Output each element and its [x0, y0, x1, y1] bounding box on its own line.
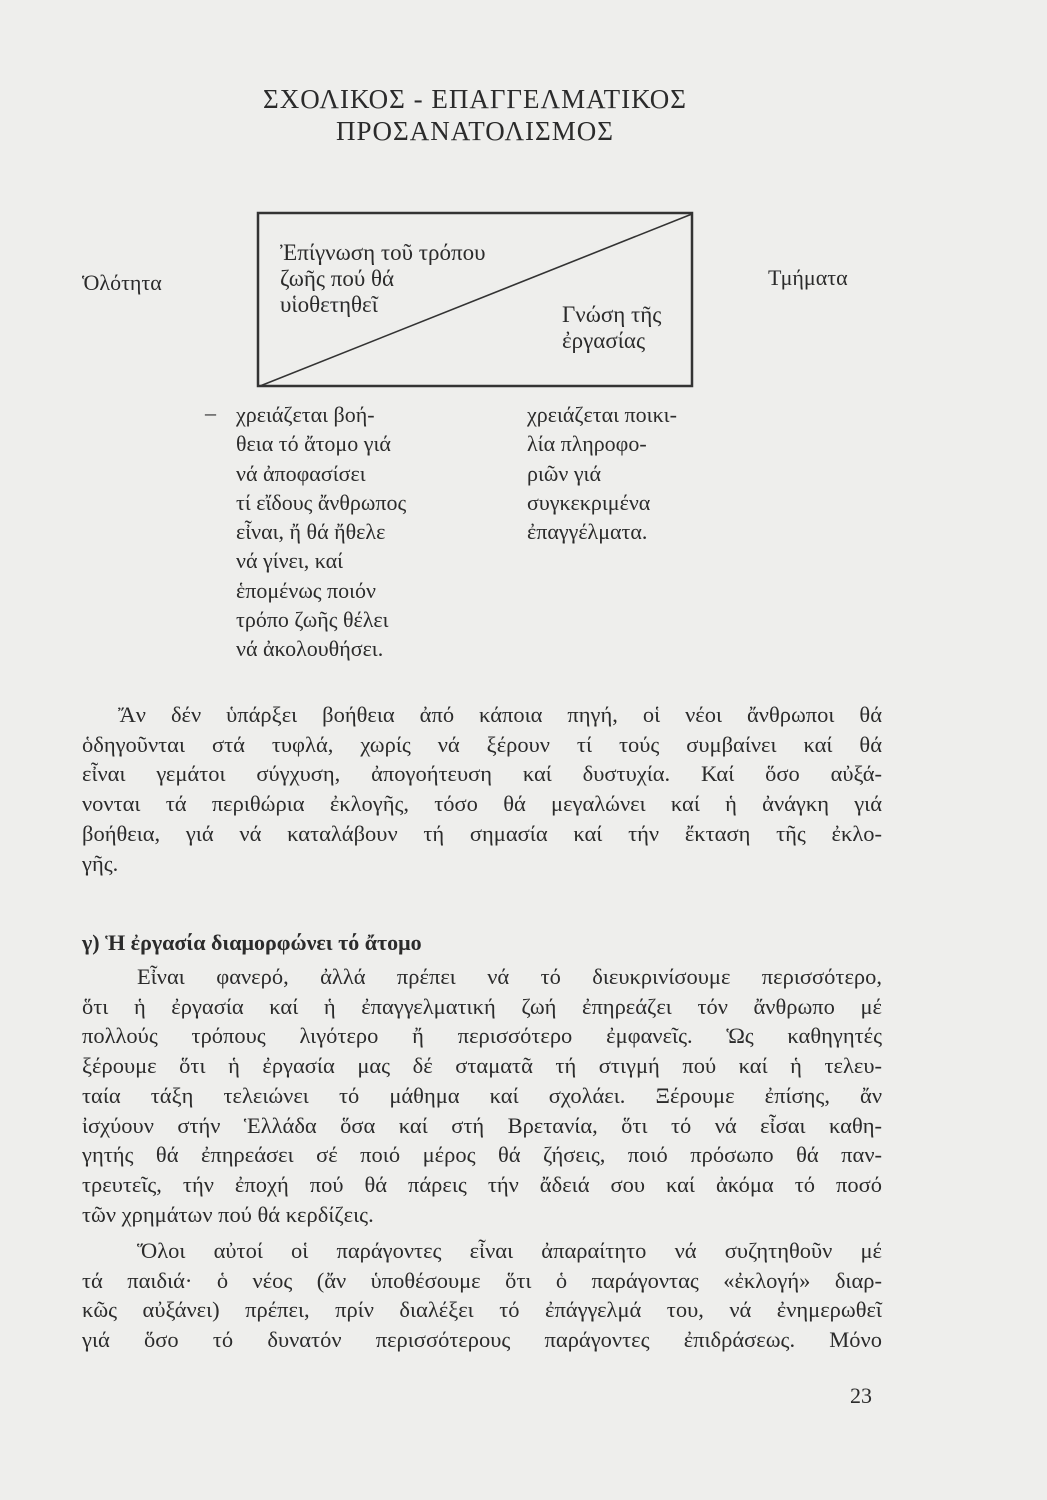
- right-column-line: ἐπαγγέλματα.: [527, 519, 648, 545]
- paragraph-line: κῶς αὐξάνει) πρέπει, πρίν διαλέξει τό ἐπάγγελμά του, νά ἐνημερωθεῖ: [82, 1297, 882, 1323]
- left-column-line: νά ἀποφασίσει: [236, 460, 366, 486]
- paragraph-line: νονται τά περιθώρια ἐκλογῆς, τόσο θά μεγαλώνει καί ἡ ἀνάγκη γιά: [82, 791, 882, 817]
- paragraph-2: [82, 962, 882, 1229]
- left-column-line: νά ἀκολουθήσει.: [236, 636, 384, 662]
- paragraph-line: τά παιδιά· ὁ νέος (ἄν ὑποθέσουμε ὅτι ὁ παράγοντας «ἐκλογή» διαρ-: [82, 1267, 882, 1293]
- right-column-line: ριῶν γιά: [527, 460, 601, 486]
- diagram-lower-line: Γνώση τῆς: [562, 302, 662, 327]
- right-column-line: λία πληροφο-: [527, 431, 647, 457]
- paragraph-line: γητής θά ἐπηρεάσει σέ ποιό μέρος θά ζήσεις, ποιό πρόσωπο θά παν-: [82, 1142, 882, 1168]
- paragraph-line: ὁδηγοῦνται στά τυφλά, χωρίς νά ξέρουν τί τούς συμβαίνει καί θά: [82, 731, 882, 757]
- paragraph-line: εἶναι γεμάτοι σύγχυση, ἀπογοήτευση καί δυστυχία. Καί ὅσο αὐξά-: [82, 761, 882, 787]
- right-column-line: χρειάζεται ποικι-: [527, 402, 677, 427]
- diagram-lower-line: ἐργασίας: [562, 328, 646, 353]
- diagram-lower-text: [562, 302, 661, 354]
- diagram-upper-text: [280, 240, 485, 318]
- left-column-dash: –: [205, 400, 216, 425]
- left-column-line: ἑπομένως ποιόν: [236, 577, 376, 603]
- page-number: 23: [850, 1383, 872, 1408]
- left-column-line: θεια τό ἄτομο γιά: [236, 431, 391, 457]
- left-column-line: τρόπο ζωῆς θέλει: [236, 607, 389, 633]
- paragraph-line: ξέρουμε ὅτι ἡ ἐργασία μας δέ σταματᾶ τή στιγμή πού καί ἡ τελευ-: [82, 1053, 882, 1079]
- left-column-line: νά γίνει, καί: [236, 548, 344, 574]
- left-column-line: τί εἴδους ἄνθρωπος: [236, 489, 407, 515]
- paragraph-line: τρευτεῖς, τήν ἐποχή πού θά πάρεις τήν ἄδειά σου καί ἀκόμα τό ποσό: [82, 1171, 882, 1197]
- paragraph-3: [82, 1236, 882, 1355]
- paragraph-1: [82, 700, 882, 878]
- diagram-right-label: Τμήματα: [768, 265, 848, 290]
- section-heading: γ) Ἡ ἐργασία διαμορφώνει τό ἄτομο: [82, 930, 422, 955]
- paragraph-line: βοήθεια, γιά νά καταλάβουν τή σημασία καί τήν ἔκταση τῆς ἐκλο-: [82, 820, 882, 846]
- left-column-line: εἶναι, ἤ θά ἤθελε: [236, 519, 386, 545]
- left-column-text: [236, 400, 406, 664]
- paragraph-line: πολλούς τρόπους λιγότερο ἤ περισσότερο ἐμφανεῖς. Ὡς καθηγητές: [82, 1023, 882, 1049]
- header-title-line2: ΠΡΟΣΑΝΑΤΟΛΙΣΜΟΣ: [336, 116, 614, 146]
- right-column-line: συγκεκριμένα: [527, 489, 651, 515]
- paragraph-line: γιά ὅσο τό δυνατόν περισσότερους παράγοντες ἐπιδράσεως. Μόνο: [82, 1327, 882, 1353]
- diagram-upper-line: υἱοθετηθεῖ: [280, 292, 378, 317]
- header-title-line1: ΣΧΟΛΙΚΟΣ - ΕΠΑΓΓΕΛΜΑΤΙΚΟΣ: [263, 84, 687, 114]
- paragraph-line: Εἶναι φανερό, ἀλλά πρέπει νά τό διευκρινίσουμε περισσότερο,: [137, 964, 882, 989]
- paragraph-line: ταία τάξη τελειώνει τό μάθημα καί σχολάει. Ξέρουμε ἐπίσης, ἄν: [82, 1082, 882, 1108]
- diagram-upper-line: ζωῆς πού θά: [280, 266, 395, 291]
- paragraph-line: γῆς.: [82, 850, 119, 876]
- diagram-upper-line: Ἐπίγνωση τοῦ τρόπου: [280, 240, 486, 265]
- right-column-text: [527, 400, 677, 546]
- paragraph-line: Ἄν δέν ὑπάρξει βοήθεια ἀπό κάποια πηγή, οἱ νέοι ἄνθρωποι θά: [118, 702, 882, 727]
- paragraph-line: Ὅλοι αὐτοί οἱ παράγοντες εἶναι ἀπαραίτητο νά συζητηθοῦν μέ: [137, 1238, 882, 1263]
- diagram-left-label: Ὁλότητα: [82, 270, 162, 295]
- paragraph-line: τῶν χρημάτων πού θά κερδίζεις.: [82, 1201, 374, 1227]
- left-column-line: χρειάζεται βοή-: [236, 402, 375, 427]
- paragraph-line: ἰσχύουν στήν Ἑλλάδα ὅσα καί στή Βρετανία, ὅτι τό νά εἶσαι καθη-: [82, 1112, 882, 1138]
- paragraph-line: ὅτι ἡ ἐργασία καί ἡ ἐπαγγελματική ζωή ἐπηρεάζει τόν ἄνθρωπο μέ: [82, 993, 882, 1019]
